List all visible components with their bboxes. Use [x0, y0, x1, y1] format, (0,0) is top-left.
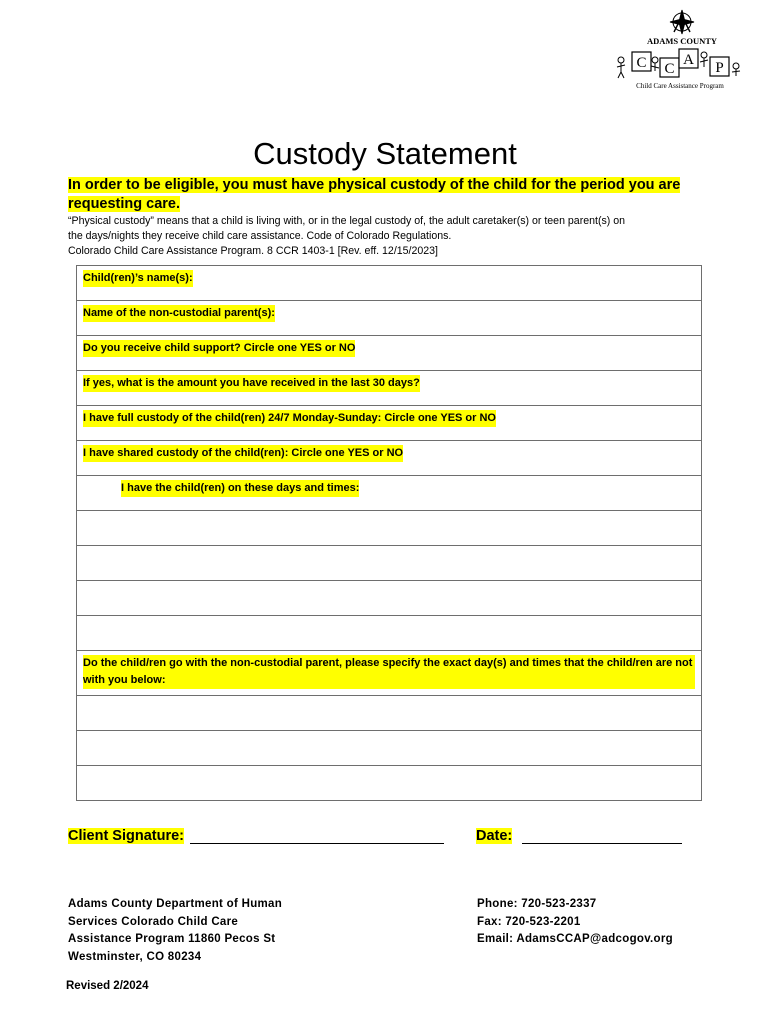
logo-letter-a: A [683, 52, 694, 68]
support-amount-label: If yes, what is the amount you have received in the last 30 days? [83, 375, 420, 392]
logo-county-text: ADAMS COUNTY [646, 36, 718, 46]
noncustodial-schedule-label: Do the child/ren go with the non-custodial parent, please specify the exact day(s) and times that the child/ren are not with you below: [83, 655, 695, 689]
noncustodial-parent-label: Name of the non-custodial parent(s): [83, 305, 275, 322]
shared-custody-label: I have shared custody of the child(ren): Circle one YES or NO [83, 445, 403, 462]
noncustodial-parent-field[interactable] [77, 301, 702, 336]
contact-info [477, 896, 673, 949]
full-custody-label: I have full custody of the child(ren) 24/7 Monday-Sunday: Circle one YES or NO [83, 410, 496, 427]
days-times-field[interactable] [77, 476, 702, 511]
children-names-field[interactable] [77, 266, 702, 301]
regulation-citation: Colorado Child Care Assistance Program. 8 CCR 1403-1 [Rev. eff. 12/15/2023] [68, 244, 438, 257]
revision-date: Revised 2/2024 [66, 980, 149, 992]
signature-date [476, 828, 682, 844]
address-line: Services Colorado Child Care [68, 915, 239, 928]
office-address [68, 896, 282, 966]
noncustodial-schedule-line[interactable] [77, 696, 702, 731]
definition-line-2: the days/nights they receive child care assistance. Code of Colorado Regulations. [68, 229, 452, 242]
logo-letter-p: P [715, 60, 724, 76]
shared-custody-field[interactable] [77, 441, 702, 476]
logo-program-text: Child Care Assistance Program [636, 82, 724, 90]
logo-letter-c1: C [636, 55, 647, 71]
child-support-field[interactable] [77, 336, 702, 371]
page-title: Custody Statement [253, 136, 517, 171]
days-times-line[interactable] [77, 546, 702, 581]
eligibility-statement [68, 176, 708, 214]
noncustodial-schedule-field[interactable] [77, 651, 702, 696]
full-custody-field[interactable] [77, 406, 702, 441]
compass-icon [670, 10, 694, 34]
adams-county-ccap-logo [612, 8, 744, 94]
client-signature-label: Client Signature: [68, 828, 185, 844]
days-times-label: I have the child(ren) on these days and times: [121, 480, 359, 497]
custody-definition [68, 214, 708, 258]
client-signature-line[interactable] [190, 843, 444, 844]
logo-letter-c2: C [664, 61, 675, 77]
child-support-label: Do you receive child support? Circle one YES or NO [83, 340, 355, 357]
support-amount-field[interactable] [77, 371, 702, 406]
address-line: Westminster, CO 80234 [68, 950, 202, 963]
email-address[interactable]: Email: AdamsCCAP@adcogov.org [477, 933, 673, 945]
days-times-line[interactable] [77, 616, 702, 651]
days-times-line[interactable] [77, 511, 702, 546]
noncustodial-schedule-line[interactable] [77, 766, 702, 801]
date-label: Date: [476, 828, 513, 844]
days-times-line[interactable] [77, 581, 702, 616]
ccap-logo-graphic [612, 8, 744, 94]
phone-number: Phone: 720-523-2337 [477, 898, 597, 910]
fax-number: Fax: 720-523-2201 [477, 915, 581, 928]
noncustodial-schedule-line[interactable] [77, 731, 702, 766]
eligibility-text: In order to be eligible, you must have physical custody of the child for the period you are requesting care. [68, 177, 681, 212]
address-line: Adams County Department of Human [68, 898, 283, 910]
client-signature [68, 828, 444, 844]
definition-line-1: “Physical custody” means that a child is living with, or in the legal custody of, the adult caretaker(s) or teen parent(s) on [68, 215, 626, 227]
address-line: Assistance Program 11860 Pecos St [68, 933, 276, 945]
date-line[interactable] [522, 843, 682, 844]
children-names-label: Child(ren)’s name(s): [83, 270, 193, 287]
custody-form-table [76, 265, 702, 801]
